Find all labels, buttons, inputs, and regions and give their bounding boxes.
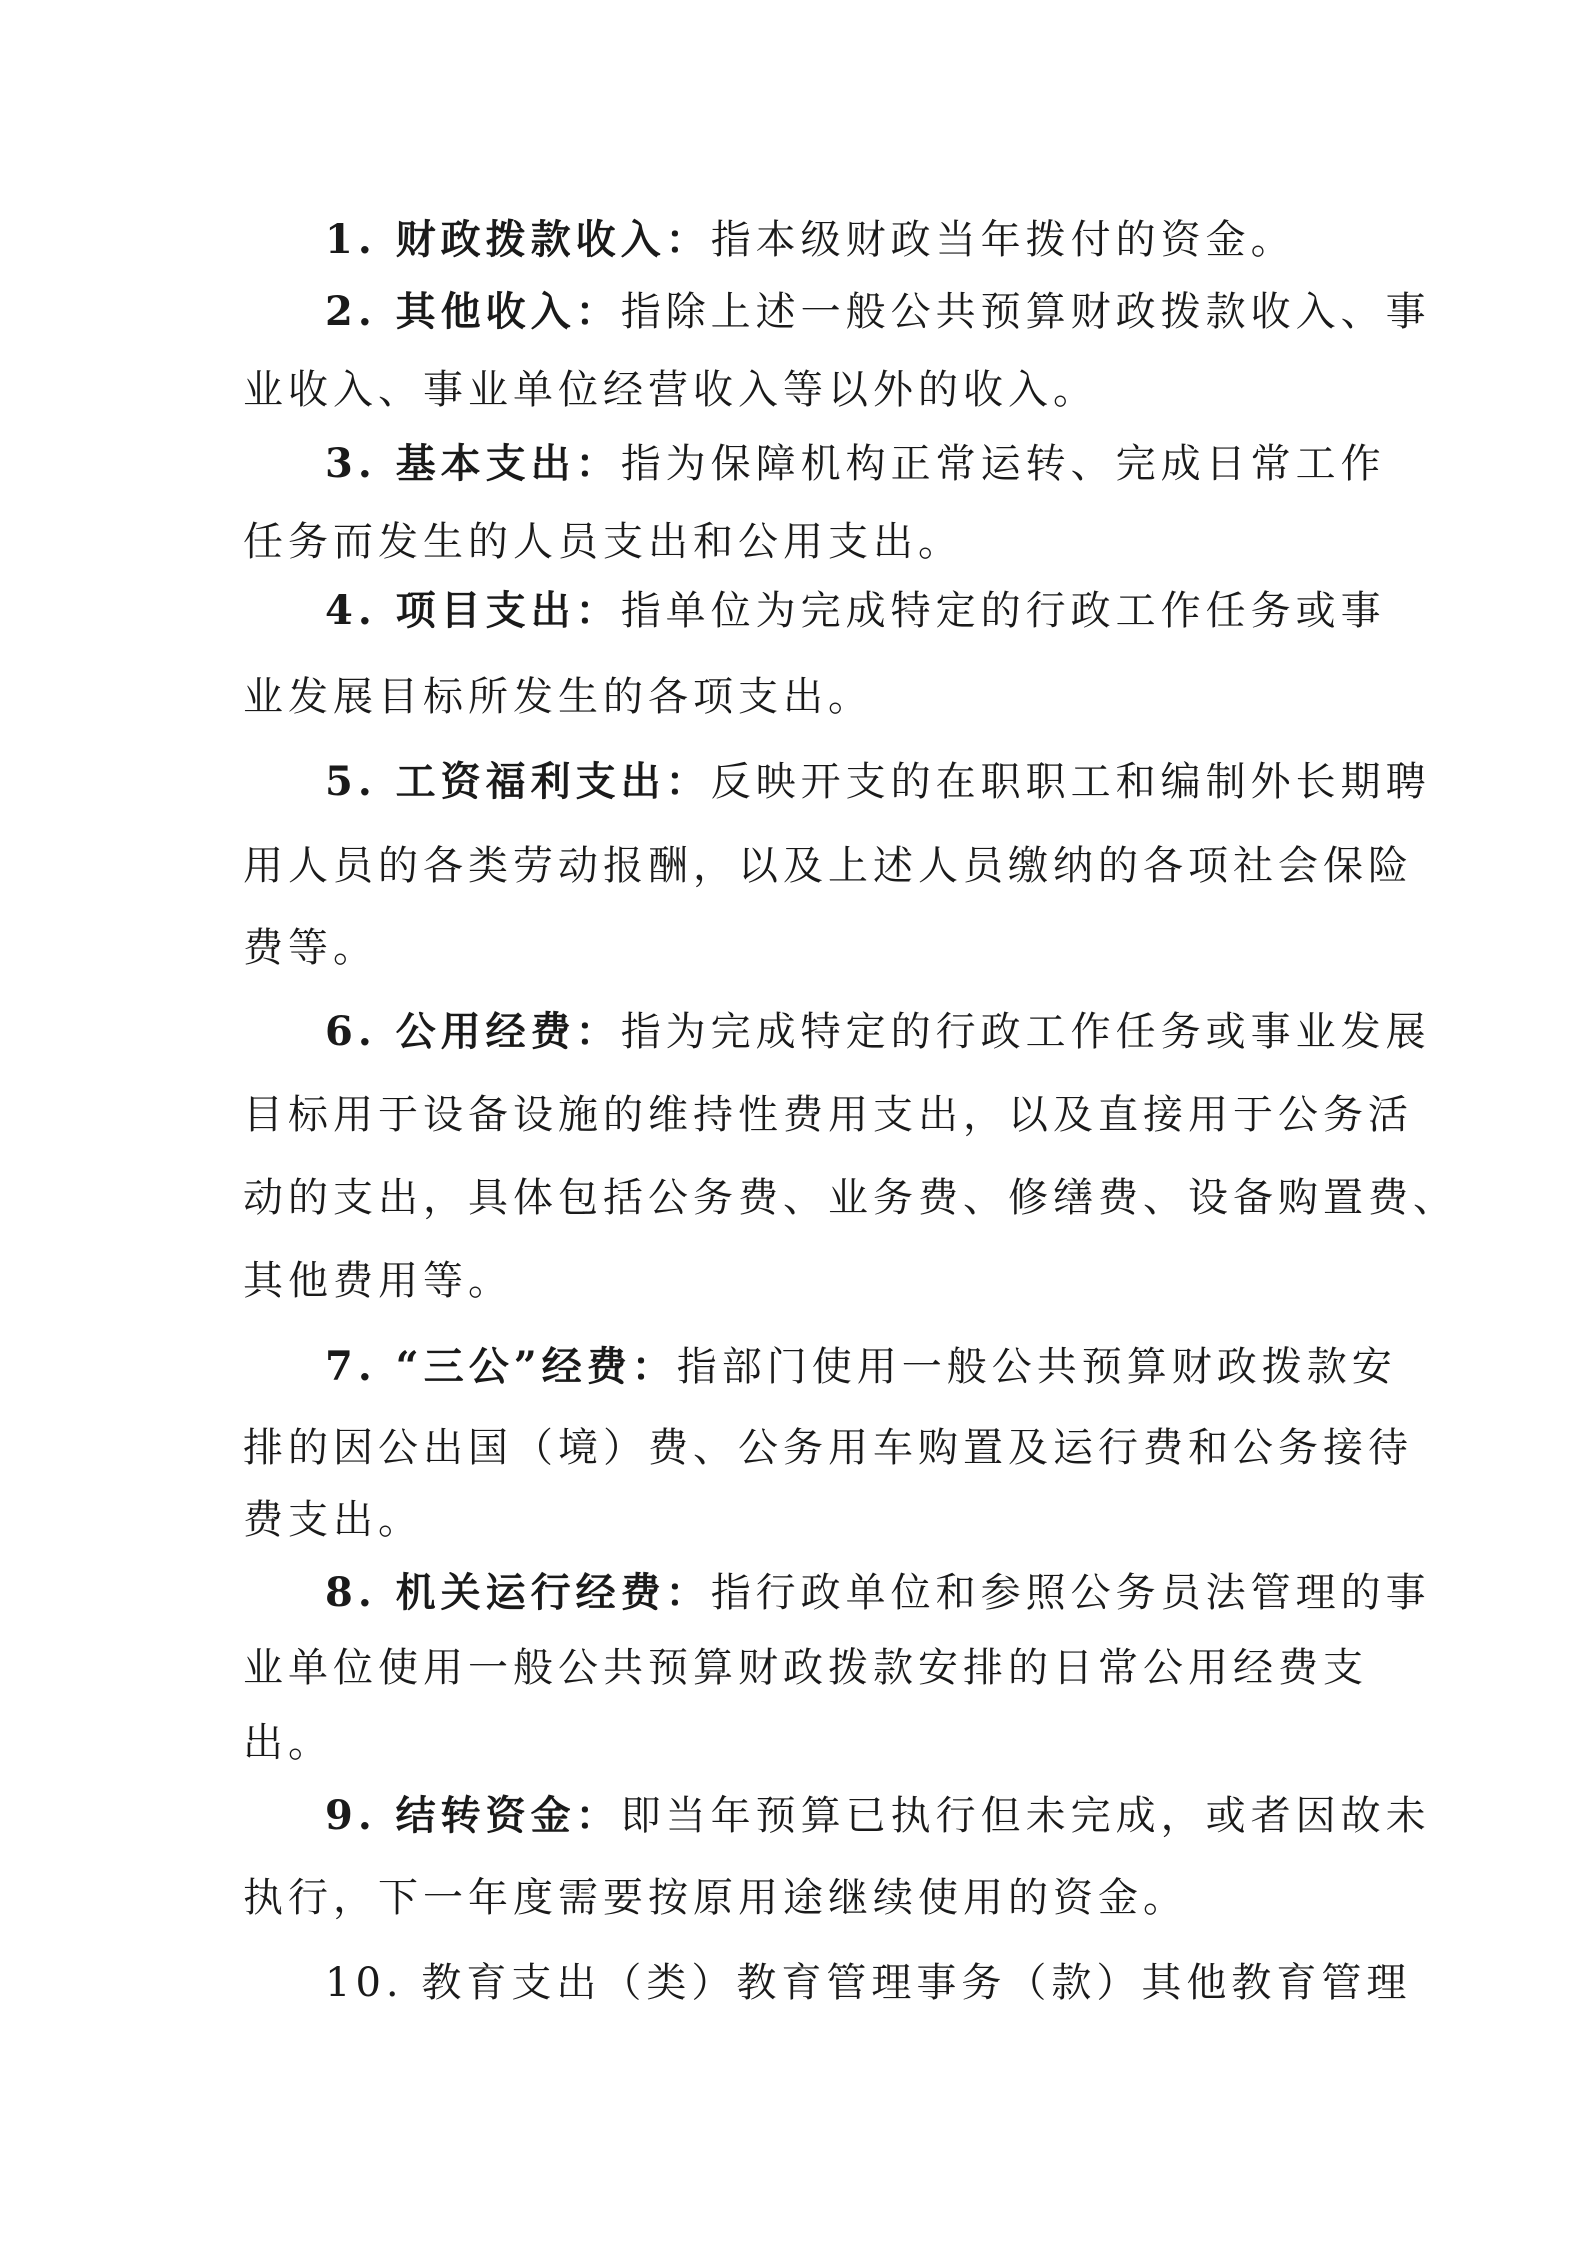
definition-9-line-2: 执行，下一年度需要按原用途继续使用的资金。 [243,1875,1188,1921]
paragraph-9-line-2 [243,1870,1188,1926]
term-6: 6. 公用经费： [325,1008,621,1055]
definition-10-line-1: 10. 教育支出（类）教育管理事务（款）其他教育管理 [325,1960,1412,2006]
definition-5-line-3: 费等。 [243,925,378,971]
paragraph-8-line-2 [243,1640,1368,1696]
definition-7-line-1: 指部门使用一般公共预算财政拨款安 [676,1344,1397,1390]
paragraph-9-line-1 [325,1788,1431,1844]
paragraph-3-line-2 [243,514,963,570]
paragraph-3-line-1 [325,436,1386,492]
paragraph-10-line-1 [325,1955,1411,2011]
term-7: 7. “三公”经费： [325,1343,677,1390]
definition-7-line-2: 排的因公出国（境）费、公务用车购置及运行费和公务接待 [243,1425,1413,1471]
paragraph-6-line-2 [243,1087,1413,1143]
definition-6-line-1: 指为完成特定的行政工作任务或事业发展 [620,1009,1431,1055]
definition-1-line-1: 指本级财政当年拨付的资金。 [710,217,1296,263]
definition-3-line-2: 任务而发生的人员支出和公用支出。 [243,519,963,565]
term-5: 5. 工资福利支出： [325,758,711,805]
paragraph-1-line-1 [325,212,1296,268]
term-9: 9. 结转资金： [325,1792,621,1839]
paragraph-5-line-2 [243,838,1413,894]
paragraph-7-line-2 [243,1420,1413,1476]
paragraph-2-line-2 [243,362,1098,418]
definition-8-line-3: 出。 [243,1720,333,1766]
definition-6-line-2: 目标用于设备设施的维持性费用支出，以及直接用于公务活 [243,1092,1413,1138]
term-2: 2. 其他收入： [325,288,621,335]
paragraph-4-line-1 [325,583,1386,639]
definition-3-line-1: 指为保障机构正常运转、完成日常工作 [620,441,1386,487]
term-1: 1. 财政拨款收入： [325,216,711,263]
term-8: 8. 机关运行经费： [325,1569,711,1616]
definition-8-line-1: 指行政单位和参照公务员法管理的事 [710,1570,1431,1616]
paragraph-7-line-1 [325,1339,1397,1395]
definition-7-line-3: 费支出。 [243,1497,423,1543]
paragraph-6-line-1 [325,1004,1431,1060]
definition-8-line-2: 业单位使用一般公共预算财政拨款安排的日常公用经费支 [243,1645,1368,1691]
paragraph-4-line-2 [243,669,873,725]
definition-4-line-1: 指单位为完成特定的行政工作任务或事 [620,588,1386,634]
definition-6-line-4: 其他费用等。 [243,1258,513,1304]
definition-6-line-3: 动的支出，具体包括公务费、业务费、修缮费、设备购置费、 [243,1175,1458,1221]
term-3: 3. 基本支出： [325,440,621,487]
paragraph-5-line-1 [325,754,1431,810]
definition-5-line-2: 用人员的各类劳动报酬，以及上述人员缴纳的各项社会保险 [243,843,1413,889]
paragraph-2-line-1 [325,284,1431,340]
paragraph-8-line-1 [325,1565,1431,1621]
definition-4-line-2: 业发展目标所发生的各项支出。 [243,674,873,720]
paragraph-8-line-3 [243,1715,333,1771]
paragraph-6-line-3 [243,1170,1458,1226]
definition-2-line-2: 业收入、事业单位经营收入等以外的收入。 [243,367,1098,413]
definition-2-line-1: 指除上述一般公共预算财政拨款收入、事 [620,289,1431,335]
paragraph-7-line-3 [243,1492,423,1548]
definition-5-line-1: 反映开支的在职职工和编制外长期聘 [710,759,1431,805]
paragraph-5-line-3 [243,920,378,976]
paragraph-6-line-4 [243,1253,513,1309]
term-4: 4. 项目支出： [325,587,621,634]
definition-9-line-1: 即当年预算已执行但未完成，或者因故未 [620,1793,1431,1839]
